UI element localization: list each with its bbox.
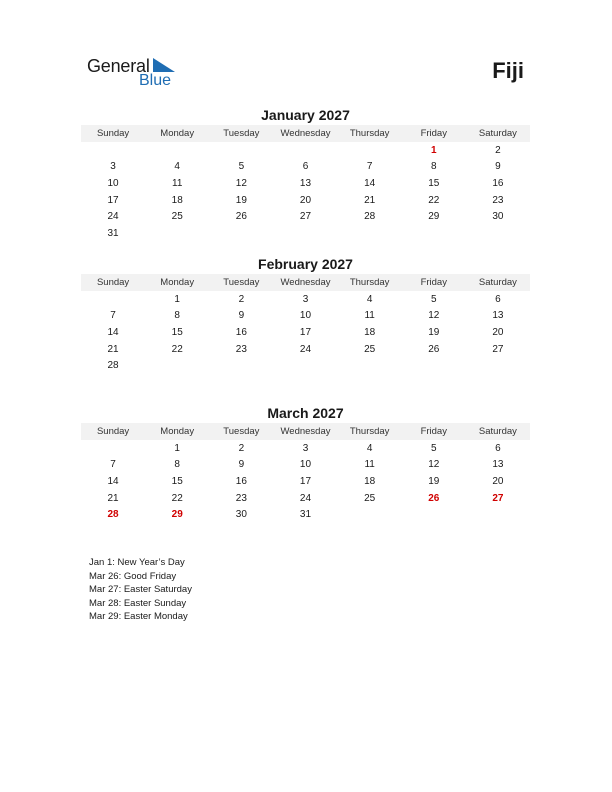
week-row (81, 357, 530, 374)
weekday-label: Friday (420, 426, 447, 437)
weekday-label: Tuesday (223, 426, 260, 437)
day-cell: 31 (299, 509, 312, 521)
day-cell: 11 (364, 459, 375, 471)
day-cell: 7 (110, 459, 116, 471)
day-cell: 9 (238, 310, 245, 322)
week-row (81, 225, 530, 242)
day-cell: 15 (428, 177, 440, 189)
week-row (81, 175, 530, 192)
month-january (81, 106, 530, 242)
day-cell: 3 (302, 293, 309, 305)
day-cell: 8 (174, 459, 180, 471)
holiday-note: Mar 29: Easter Monday (89, 611, 188, 622)
week-row (81, 440, 530, 457)
weekday-header (81, 274, 530, 291)
day-cell: 4 (366, 442, 373, 454)
day-cell: 29 (171, 509, 183, 521)
day-cell: 29 (428, 211, 440, 223)
day-cell: 2 (238, 442, 245, 454)
day-cell: 20 (299, 194, 312, 206)
day-cell: 13 (492, 310, 504, 322)
weekday-label: Tuesday (223, 277, 260, 288)
weekday-header (81, 423, 530, 440)
day-cell: 6 (495, 442, 501, 454)
day-cell: 14 (107, 475, 119, 487)
day-cell: 11 (364, 310, 375, 322)
day-cell: 10 (299, 310, 312, 322)
weekday-label: Wednesday (280, 128, 331, 139)
day-cell: 26 (235, 211, 247, 223)
day-cell: 26 (428, 343, 440, 355)
day-cell: 13 (299, 177, 312, 189)
week-row (81, 341, 530, 358)
weekday-label: Saturday (478, 277, 517, 288)
day-cell: 4 (174, 161, 180, 173)
day-cell: 25 (364, 343, 376, 355)
holiday-note: Jan 1: New Year’s Day (89, 557, 185, 568)
day-cell: 17 (299, 326, 312, 338)
day-cell: 18 (364, 475, 376, 487)
weekday-label: Friday (420, 277, 447, 288)
day-cell: 6 (495, 293, 501, 305)
day-cell: 22 (428, 194, 440, 206)
day-cell: 27 (492, 492, 504, 504)
day-cell: 1 (174, 293, 180, 305)
day-cell: 30 (235, 509, 247, 521)
weekday-label: Sunday (96, 128, 130, 139)
day-cell: 17 (107, 194, 119, 206)
day-cell: 3 (302, 442, 309, 454)
weekday-label: Sunday (96, 426, 130, 437)
day-cell: 27 (492, 343, 504, 355)
day-cell: 2 (238, 293, 245, 305)
day-cell: 18 (171, 194, 183, 206)
month-february (81, 255, 530, 374)
day-cell: 23 (492, 194, 504, 206)
day-cell: 24 (299, 343, 312, 355)
week-row (81, 159, 530, 176)
weekday-label: Sunday (96, 277, 130, 288)
day-cell: 10 (107, 177, 119, 189)
day-cell: 5 (430, 442, 437, 454)
day-cell: 26 (428, 492, 440, 504)
day-cell: 16 (235, 326, 247, 338)
weekday-header (81, 125, 530, 142)
holiday-note: Mar 26: Good Friday (89, 570, 177, 582)
week-row (81, 208, 530, 225)
day-cell: 24 (299, 492, 312, 504)
day-cell: 23 (235, 343, 247, 355)
day-cell: 28 (107, 360, 119, 372)
day-cell: 17 (299, 475, 312, 487)
week-row (81, 308, 530, 325)
day-cell: 30 (492, 211, 504, 223)
month-title: January 2027 (261, 107, 350, 123)
week-row (81, 192, 530, 209)
month-title: February 2027 (258, 256, 353, 272)
logo-text-blue: Blue (139, 72, 172, 89)
day-cell: 9 (238, 459, 245, 471)
day-cell: 1 (174, 442, 180, 454)
day-cell: 12 (428, 310, 440, 322)
logo-text-general: General (87, 56, 150, 76)
day-cell: 25 (364, 492, 376, 504)
week-row (81, 490, 530, 507)
week-row (81, 457, 530, 474)
day-cell: 23 (235, 492, 247, 504)
day-cell: 9 (495, 161, 501, 173)
day-cell: 14 (107, 326, 119, 338)
day-cell: 2 (495, 144, 501, 156)
day-cell: 8 (174, 310, 180, 322)
day-cell: 6 (302, 161, 309, 173)
day-cell: 24 (107, 211, 119, 223)
week-row (81, 473, 530, 490)
day-cell: 22 (171, 343, 183, 355)
day-cell: 11 (172, 177, 183, 189)
week-row (81, 506, 530, 523)
day-cell: 19 (428, 475, 440, 487)
day-cell: 4 (366, 293, 373, 305)
weekday-label: Wednesday (280, 277, 331, 288)
day-cell: 8 (430, 161, 437, 173)
day-cell: 19 (235, 194, 247, 206)
day-cell: 19 (428, 326, 440, 338)
holiday-notes (89, 556, 192, 624)
day-cell: 15 (171, 475, 183, 487)
day-cell: 18 (364, 326, 376, 338)
day-cell: 5 (238, 161, 245, 173)
weekday-label: Monday (160, 128, 195, 139)
day-cell: 14 (364, 177, 376, 189)
brand-logo (87, 56, 187, 92)
day-cell: 10 (299, 459, 312, 471)
day-cell: 20 (492, 475, 504, 487)
month-title: March 2027 (267, 405, 344, 421)
day-cell: 21 (107, 343, 119, 355)
weekday-label: Saturday (478, 426, 517, 437)
week-row (81, 142, 530, 159)
day-cell: 27 (299, 211, 312, 223)
weekday-label: Friday (420, 128, 447, 139)
day-cell: 16 (492, 177, 504, 189)
day-cell: 25 (171, 211, 183, 223)
holiday-note: Mar 27: Easter Saturday (89, 584, 192, 595)
weekday-label: Monday (160, 277, 195, 288)
week-row (81, 324, 530, 341)
weekday-label: Wednesday (280, 426, 331, 437)
weekday-label: Monday (160, 426, 195, 437)
day-cell: 7 (366, 161, 373, 173)
weekday-label: Saturday (478, 128, 517, 139)
day-cell: 21 (364, 194, 376, 206)
country-title: Fiji (492, 58, 524, 83)
week-row (81, 291, 530, 308)
day-cell: 7 (110, 310, 116, 322)
day-cell: 28 (364, 211, 376, 223)
weekday-label: Thursday (349, 128, 390, 139)
weekday-label: Thursday (349, 277, 390, 288)
day-cell: 12 (235, 177, 247, 189)
day-cell: 20 (492, 326, 504, 338)
day-cell: 16 (235, 475, 247, 487)
holiday-note: Mar 28: Easter Sunday (89, 597, 187, 609)
day-cell: 21 (107, 492, 119, 504)
day-cell: 15 (171, 326, 183, 338)
month-march (81, 404, 530, 523)
day-cell: 3 (110, 161, 116, 173)
day-cell: 22 (171, 492, 183, 504)
day-cell: 31 (107, 227, 119, 239)
weekday-label: Tuesday (223, 128, 260, 139)
day-cell: 1 (430, 144, 437, 156)
day-cell: 28 (107, 509, 119, 521)
day-cell: 12 (428, 459, 440, 471)
day-cell: 13 (492, 459, 504, 471)
day-cell: 5 (430, 293, 437, 305)
weekday-label: Thursday (349, 426, 390, 437)
